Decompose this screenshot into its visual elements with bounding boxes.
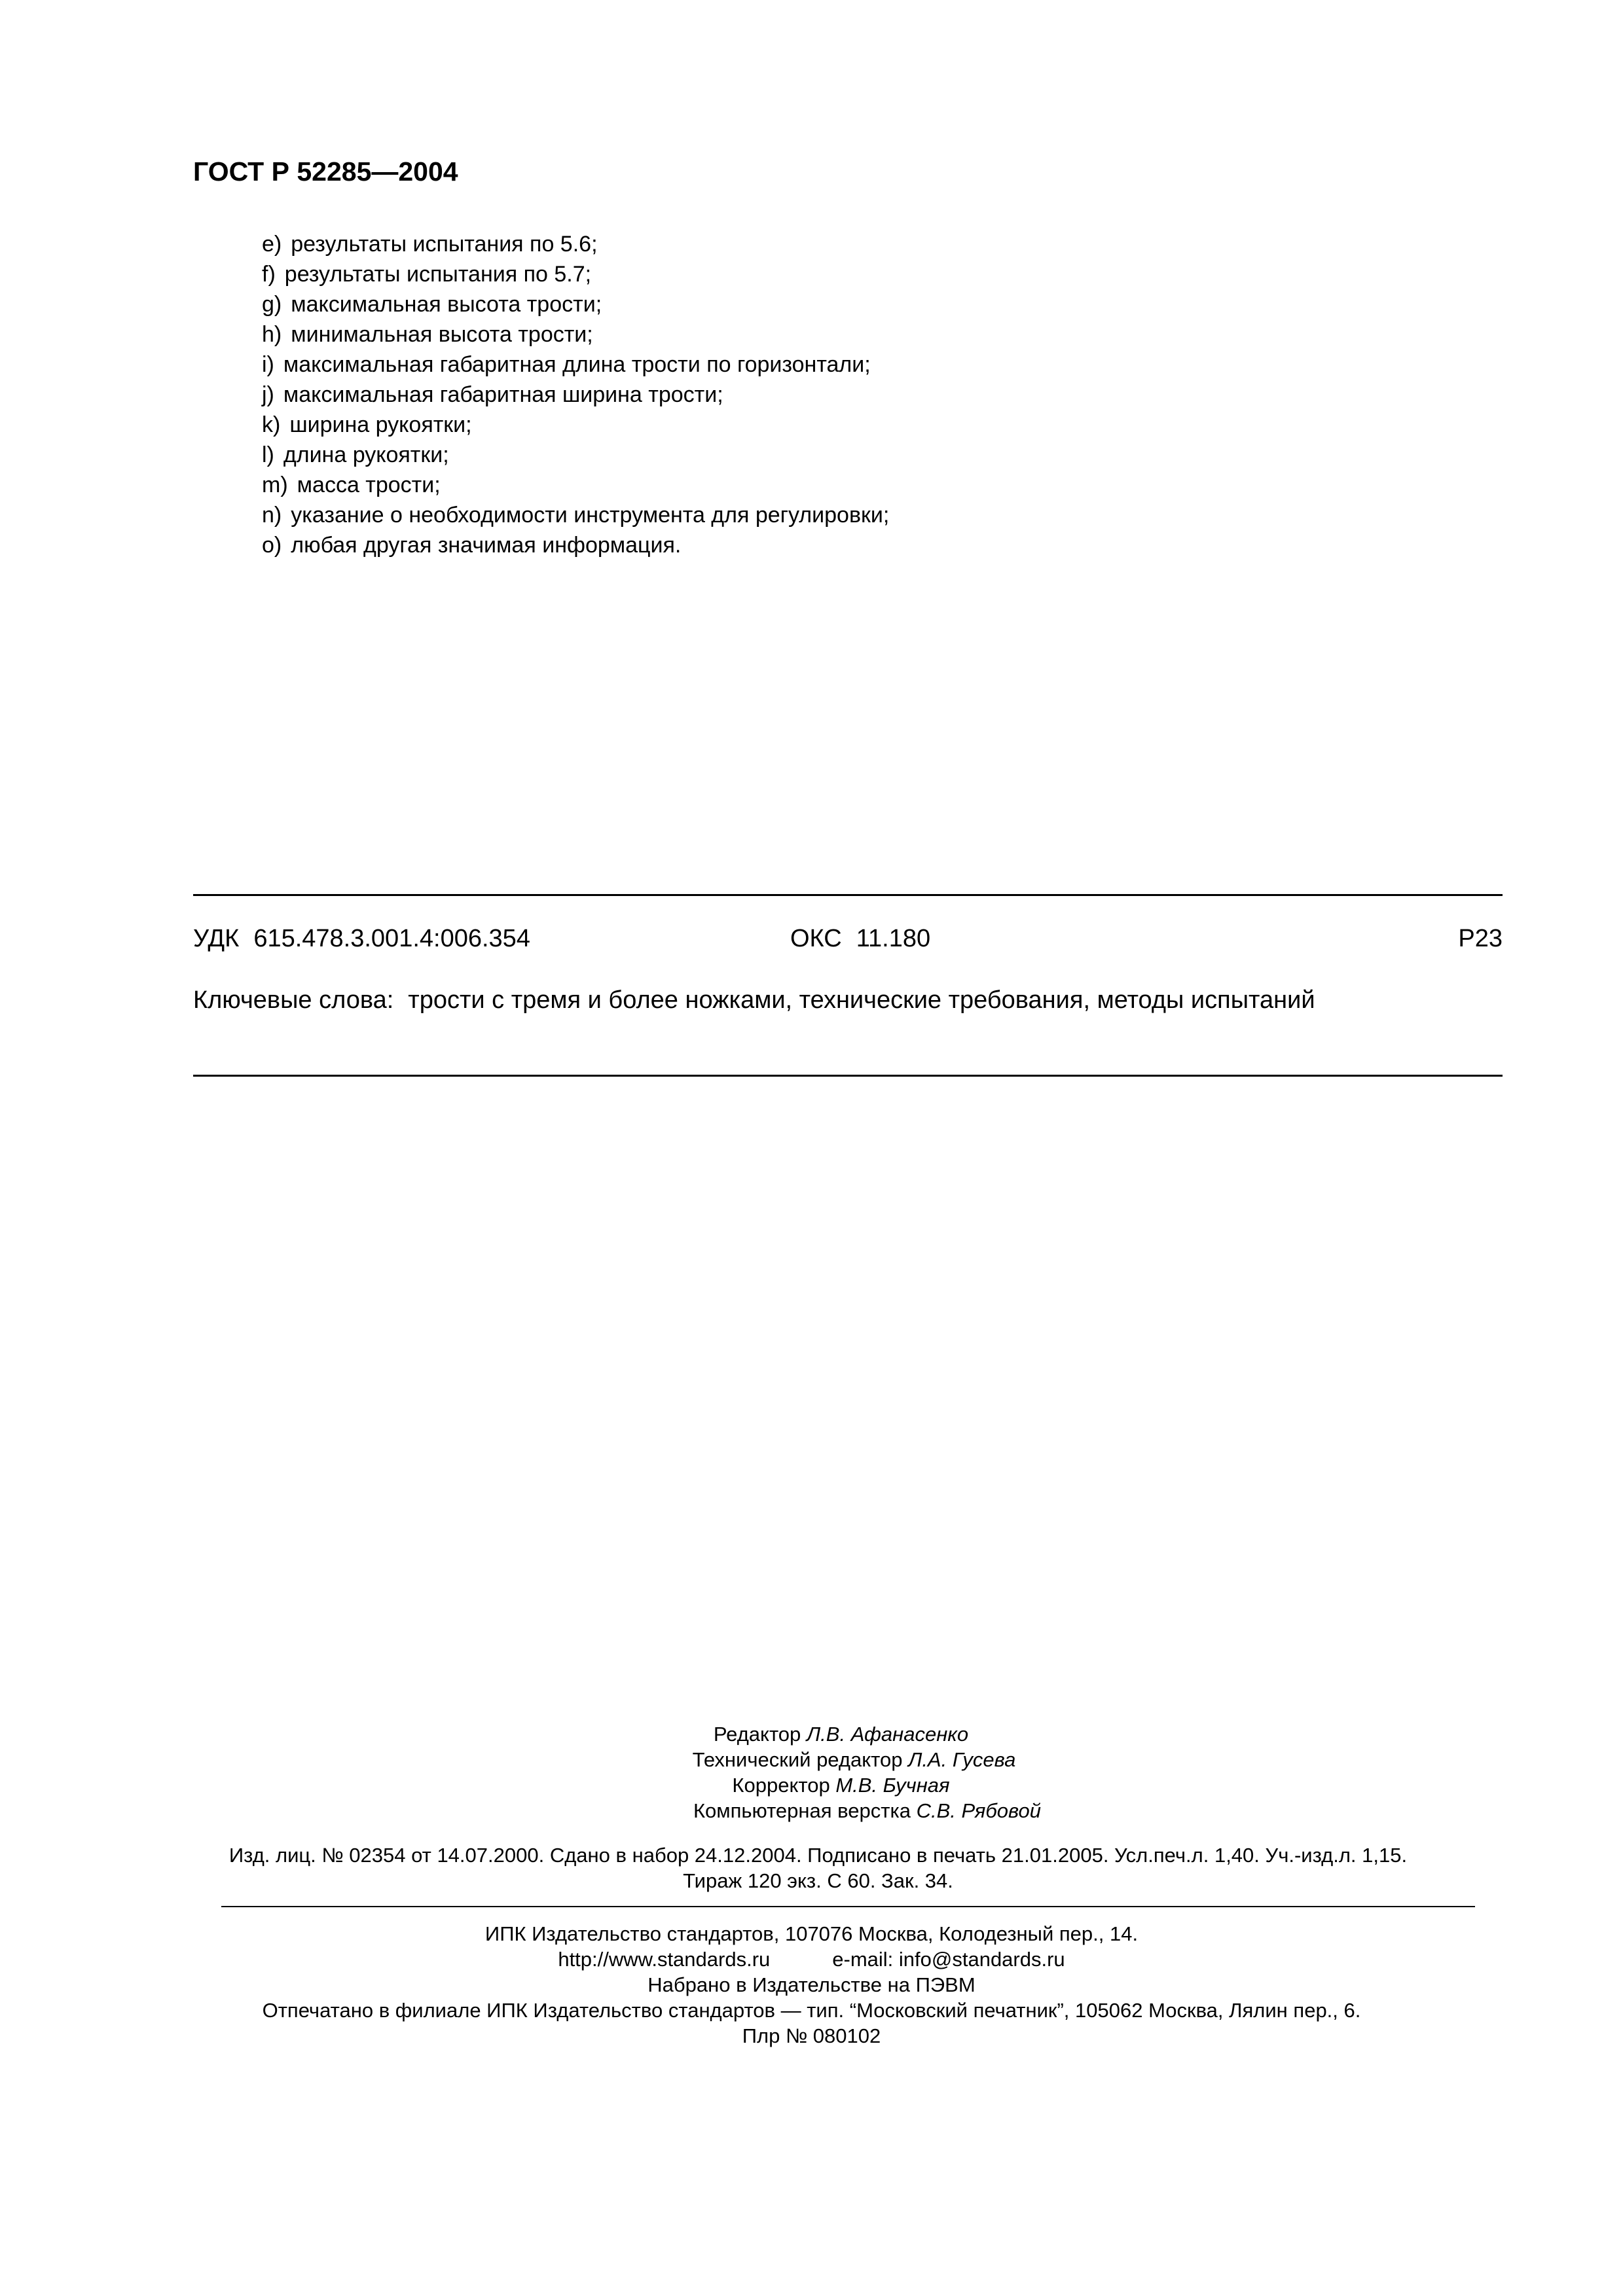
editorial-credits xyxy=(0,1721,1623,1823)
list-item xyxy=(262,530,889,560)
keywords-label: Ключевые слова: xyxy=(193,986,394,1014)
list-item-text: результаты испытания по 5.6; xyxy=(291,232,598,257)
oks-value: 11.180 xyxy=(856,925,931,952)
list-item xyxy=(262,319,889,350)
credit-person: Л.А. Гусева xyxy=(908,1748,1016,1771)
list-item-text: длина рукоятки; xyxy=(283,442,449,467)
list-marker: o) xyxy=(262,533,282,558)
credit-editor xyxy=(0,1721,1623,1747)
top-divider xyxy=(193,894,1503,896)
list-item-text: максимальная габаритная длина трости по горизонтали; xyxy=(283,352,871,377)
udk-classification xyxy=(193,926,530,951)
keywords xyxy=(193,988,1315,1013)
publisher-email: e-mail: info@standards.ru xyxy=(832,1948,1065,1971)
list-item xyxy=(262,259,889,289)
list-item-text: результаты испытания по 5.7; xyxy=(284,262,592,287)
credit-corrector xyxy=(0,1772,1623,1798)
list-item xyxy=(262,350,889,380)
imprint-divider xyxy=(221,1906,1475,1907)
credit-role: Технический редактор xyxy=(692,1748,903,1771)
list-item-text: минимальная высота трости; xyxy=(291,322,593,347)
list-marker: k) xyxy=(262,412,281,437)
list-item-text: ширина рукоятки; xyxy=(289,412,472,437)
plr-number: Плр № 080102 xyxy=(742,2024,881,2047)
list-item xyxy=(262,470,889,500)
printed-note: Отпечатано в филиале ИПК Издательство стандартов — тип. “Московский печатник”, 105062 Москва, Лялин пер., 6. xyxy=(262,1999,1361,2022)
credit-person: М.В. Бучная xyxy=(835,1774,950,1797)
imprint-line: Изд. лиц. № 02354 от 14.07.2000. Сдано в набор 24.12.2004. Подписано в печать 21.01.2005. Усл.печ.л. 1,40. Уч.-изд.л. 1,15. xyxy=(228,1844,1408,1867)
udk-value: 615.478.3.001.4:006.354 xyxy=(253,925,530,952)
list-item xyxy=(262,289,889,319)
list-marker: h) xyxy=(262,322,282,347)
list-marker: e) xyxy=(262,232,282,257)
standard-designation: ГОСТ Р 52285—2004 xyxy=(193,156,458,187)
credit-layout xyxy=(0,1798,1623,1823)
list-marker: i) xyxy=(262,352,274,377)
credit-role: Компьютерная верстка xyxy=(693,1799,911,1822)
oks-label: ОКС xyxy=(790,925,842,952)
credit-tech-editor xyxy=(0,1747,1623,1772)
credit-person: Л.В. Афанасенко xyxy=(806,1723,969,1746)
udk-label: УДК xyxy=(193,925,240,952)
information-list xyxy=(262,229,889,560)
publisher-contacts xyxy=(0,1946,1623,1972)
list-item-text: максимальная высота трости; xyxy=(291,292,602,317)
list-marker: f) xyxy=(262,262,276,287)
keywords-text: трости с тремя и более ножками, технические требования, методы испытаний xyxy=(408,986,1315,1014)
list-marker: n) xyxy=(262,503,282,528)
credit-role: Корректор xyxy=(732,1774,830,1797)
list-item-text: максимальная габаритная ширина трости; xyxy=(283,382,723,407)
oks-classification xyxy=(790,926,930,951)
publisher-address: ИПК Издательство стандартов, 107076 Москва, Колодезный пер., 14. xyxy=(484,1922,1139,1945)
group-code: Р23 xyxy=(1458,925,1503,952)
list-item xyxy=(262,380,889,410)
list-marker: g) xyxy=(262,292,282,317)
publisher-info xyxy=(0,1921,1623,2049)
list-item xyxy=(262,410,889,440)
list-item xyxy=(262,500,889,530)
list-marker: m) xyxy=(262,473,288,497)
list-marker: j) xyxy=(262,382,274,407)
list-item-text: указание о необходимости инструмента для регулировки; xyxy=(291,503,890,528)
imprint-line: Тираж 120 экз. С 60. Зак. 34. xyxy=(683,1869,953,1892)
list-item-text: любая другая значимая информация. xyxy=(291,533,682,558)
list-item xyxy=(262,440,889,470)
bottom-divider xyxy=(193,1075,1503,1077)
list-item-text: масса трости; xyxy=(297,473,441,497)
credit-role: Редактор xyxy=(713,1723,801,1746)
publisher-website: http://www.standards.ru xyxy=(558,1948,771,1971)
typeset-note: Набрано в Издательстве на ПЭВМ xyxy=(647,1973,976,1996)
list-marker: l) xyxy=(262,442,274,467)
imprint-details xyxy=(0,1842,1623,1893)
credit-person: С.В. Рябовой xyxy=(916,1799,1042,1822)
list-item xyxy=(262,229,889,259)
